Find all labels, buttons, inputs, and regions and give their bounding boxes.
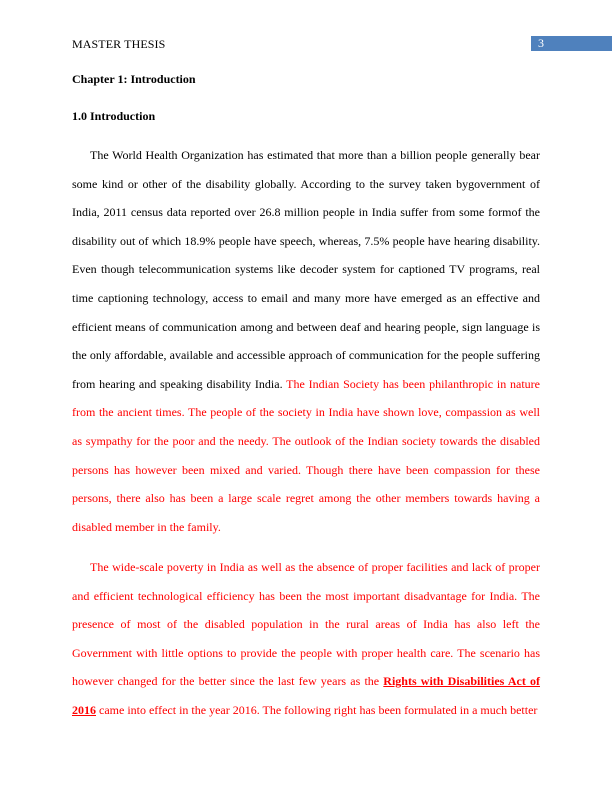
paragraph-1-black-text: The World Health Organization has estimated that more than a billion people generally bear some kind or other of the disability globally. According to the survey taken bygovernment of India, 2011 census data reported over 26.8 million people in India suffer from some formof the disability out of which 18.9% people have speech, whereas, 7.5% people have hearing disability. Even though telecommunication systems like decoder system for captioned TV programs, real time captioning technology, access to email and many more have emerged as an effective and efficient means of communication among and between deaf and hearing people, sign language is the only affordable, available and accessible approach of communication for the people suffering from hearing and speaking disability India.	[72, 148, 540, 391]
paragraph-2	[72, 553, 540, 725]
running-header-title: MASTER THESIS	[72, 37, 166, 51]
page-header	[72, 36, 612, 52]
paragraph-2-text-before-link: The wide-scale poverty in India as well as the absence of proper facilities and lack of proper and efficient technological efficiency has been the most important disadvantage for India. The presence of most of the disabled population in the rural areas of India has also left the Government with little options to provide the people with proper health care. The scenario has however changed for the better since the last few years as the	[72, 560, 540, 689]
page-number: 3	[531, 36, 612, 51]
paragraph-1	[72, 141, 540, 541]
paragraph-1-red-text: The Indian Society has been philanthropic in nature from the ancient times. The people of the society in India have shown love, compassion as well as sympathy for the poor and the needy. The outlook of the Indian society towards the disabled persons has however been mixed and varied. Though there have been compassion for these persons, there also has been a large scale regret among the other members towards having a disabled member in the family.	[72, 376, 540, 534]
chapter-heading: Chapter 1: Introduction	[72, 72, 196, 86]
section-heading: 1.0 Introduction	[72, 109, 156, 123]
rights-act-link[interactable]: Rights with Disabilities Act of 2016	[72, 674, 540, 717]
paragraph-2-text-after-link: came into effect in the year 2016. The following right has been formulated in a much better	[99, 702, 538, 717]
